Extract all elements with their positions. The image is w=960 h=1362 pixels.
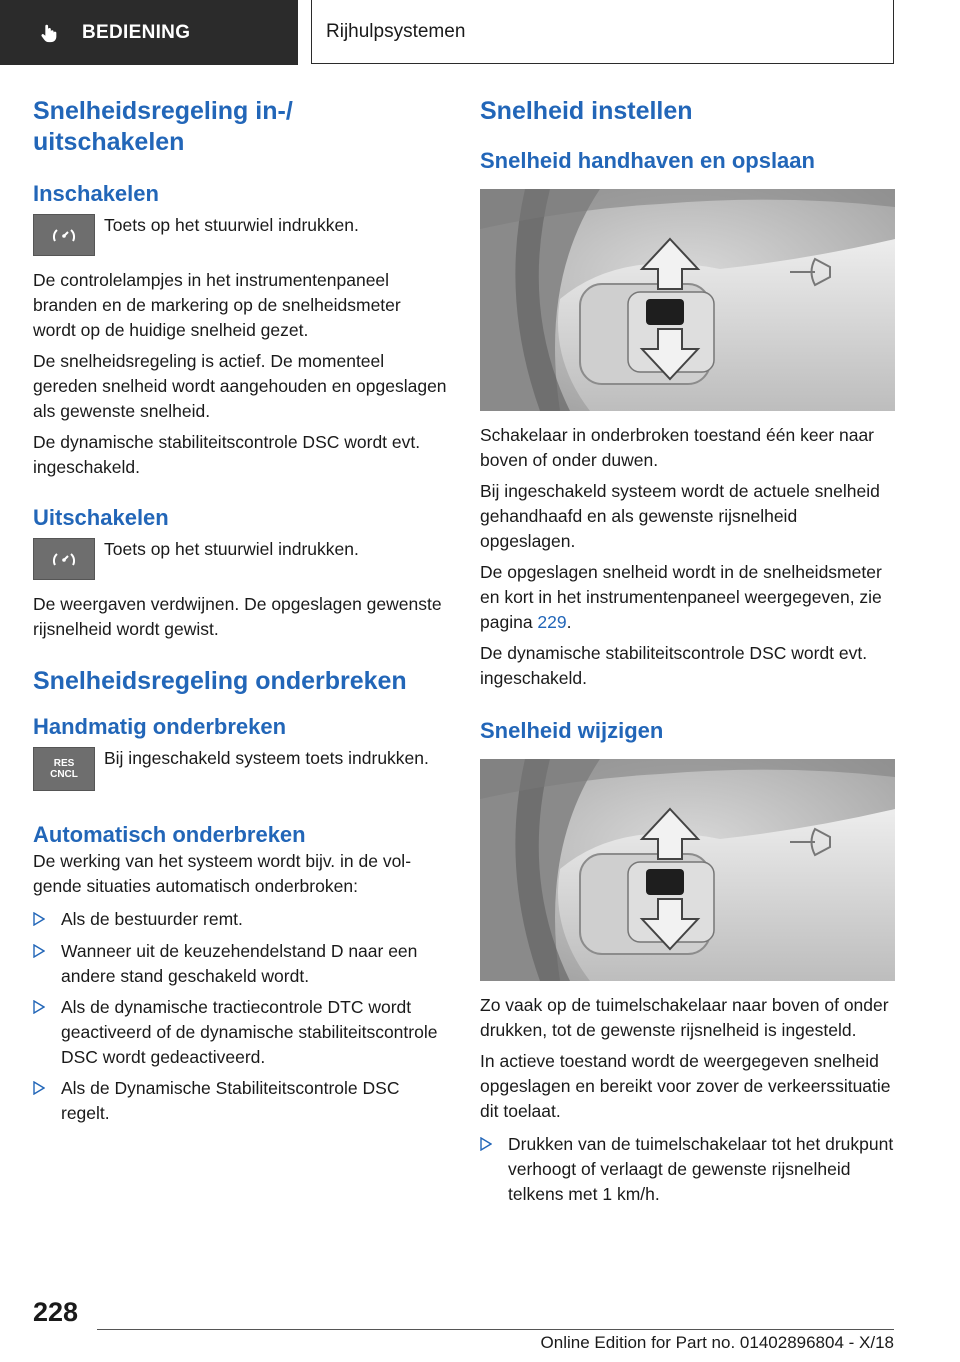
- wijzigen-list: [480, 1132, 895, 1207]
- handmatig-key-text: Bij ingeschakeld systeem toets indrukken.: [104, 748, 429, 768]
- heading-onderbreken: Snelheidsregeling onderbreken: [33, 667, 407, 695]
- uitschakelen-key-text: Toets op het stuurwiel indrukken.: [104, 539, 359, 559]
- heading-snelheid-instellen: Snelheid instellen: [480, 97, 693, 125]
- footer-divider: [97, 1329, 894, 1330]
- handhaven-p2: Bij ingeschakeld systeem wordt de actuele snelheid gehandhaafd en als gewenste rijsnelheid opgeslagen.: [480, 481, 880, 551]
- list-item: Als de Dynamische Stabiliteitscontrole DSC regelt.: [33, 1076, 448, 1126]
- hand-pointer-icon: [38, 22, 60, 44]
- automatisch-list: [33, 907, 448, 1126]
- cncl-label: CNCL: [50, 769, 78, 780]
- section-tab: [311, 0, 894, 64]
- heading-inschakelen: Inschakelen: [33, 181, 159, 206]
- speedometer-icon: [51, 548, 77, 570]
- uitschakelen-p1: De weergaven verdwijnen. De opgeslagen gewenste rijsnelheid wordt gewist.: [33, 594, 442, 639]
- page-number: 228: [33, 1297, 79, 1327]
- inschakelen-key-row: [33, 214, 448, 256]
- steering-wheel-switch-photo-1: [480, 189, 895, 411]
- chapter-label: BEDIENING: [82, 21, 191, 43]
- inschakelen-p1: De controlelampjes in het instrumentenpaneel branden en de markering op de snelheidsmeter wordt op de huidige snelheid gezet.: [33, 270, 401, 340]
- cruise-control-key-icon: [33, 538, 95, 580]
- footer-edition: Online Edition for Part no. 01402896804 - X/18: [540, 1333, 894, 1352]
- triangle-bullet-icon: [33, 1076, 61, 1126]
- steering-wheel-switch-photo-2: [480, 759, 895, 981]
- inschakelen-p2: De snelheidsregeling is actief. De momenteel gereden snelheid wordt aangehouden en opgeslagen als gewenste snelheid.: [33, 351, 447, 421]
- triangle-bullet-icon: [480, 1132, 508, 1207]
- chapter-tab: [0, 0, 298, 65]
- handmatig-key-row: [33, 747, 448, 791]
- heading-handhaven: Snelheid handhaven en opslaan: [480, 148, 815, 173]
- heading-wijzigen: Snelheid wijzigen: [480, 718, 664, 743]
- page-header: [0, 0, 960, 66]
- res-cncl-key-icon: [33, 747, 95, 791]
- list-item: Wanneer uit de keuzehendelstand D naar een andere stand geschakeld wordt.: [33, 939, 448, 989]
- right-column: [480, 96, 895, 1207]
- left-column: [33, 96, 448, 1126]
- inschakelen-key-text: Toets op het stuurwiel indrukken.: [104, 215, 359, 235]
- triangle-bullet-icon: [33, 907, 61, 933]
- list-item: Als de dynamische tractiecontrole DTC wordt geactiveerd of de dynamische stabiliteitscontrole DSC wordt gedeactiveerd.: [33, 995, 448, 1070]
- heading-uitschakelen: Uitschakelen: [33, 505, 169, 530]
- section-label: Rijhulpsystemen: [326, 20, 466, 42]
- inschakelen-p3: De dynamische stabiliteitscontrole DSC wordt evt. ingeschakeld.: [33, 432, 421, 477]
- handhaven-p4: De dynamische stabiliteitscontrole DSC wordt evt. ingeschakeld.: [480, 643, 868, 688]
- automatisch-p1: De werking van het systeem wordt bijv. in de volgende situaties automatisch onderbroken:: [33, 851, 412, 896]
- wijzigen-p1: Zo vaak op de tuimelschakelaar naar boven of onder drukken, tot de gewenste rijsnelheid is ingesteld.: [480, 995, 889, 1040]
- heading-in-uitschakelen: Snelheidsregeling in-/ uitschakelen: [33, 97, 293, 156]
- wijzigen-p2: In actieve toestand wordt de weergegeven snelheid opgeslagen en bereikt voor zover de verkeerssituatie dit toelaat.: [480, 1051, 891, 1121]
- res-label: RES: [53, 758, 75, 769]
- triangle-bullet-icon: [33, 995, 61, 1070]
- handhaven-p1: Schakelaar in onderbroken toestand één keer naar boven of onder duwen.: [480, 425, 875, 470]
- handhaven-p3: De opgeslagen snelheid wordt in de snelheidsmeter en kort in het instrumentenpaneel weergegeven, zie pagina 229.: [480, 562, 882, 632]
- page-link[interactable]: 229: [537, 612, 567, 632]
- speedometer-icon: [51, 224, 77, 246]
- triangle-bullet-icon: [33, 939, 61, 989]
- cruise-control-key-icon: [33, 214, 95, 256]
- uitschakelen-key-row: [33, 538, 448, 580]
- heading-automatisch: Automatisch onderbreken: [33, 822, 306, 847]
- heading-handmatig: Handmatig onderbreken: [33, 714, 287, 739]
- list-item: Als de bestuurder remt.: [33, 907, 448, 933]
- list-item: Drukken van de tuimelschakelaar tot het drukpunt verhoogt of verlaagt de gewenste rijsnelheid telkens met 1 km/h.: [480, 1132, 895, 1207]
